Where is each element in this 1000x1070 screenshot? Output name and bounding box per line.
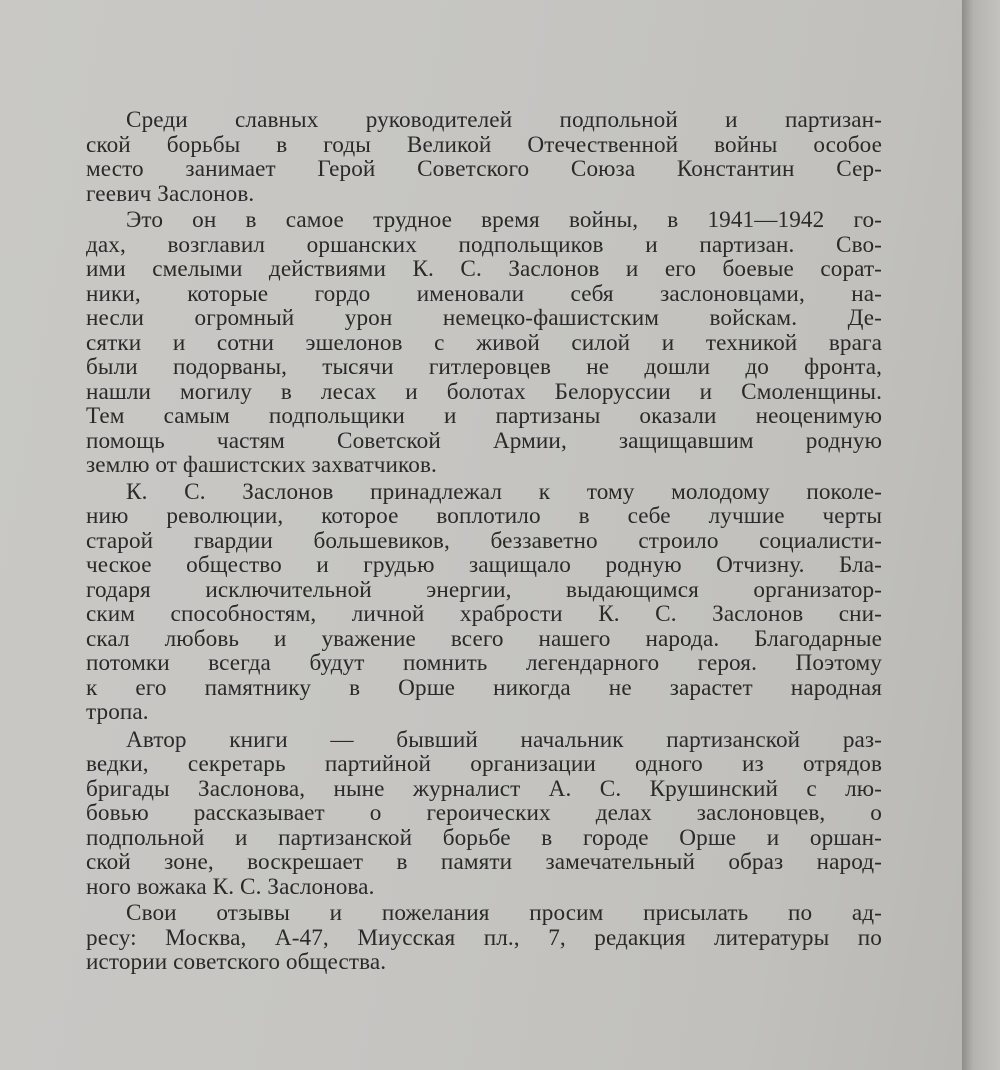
text-line: бовью рассказывает о героических делах заслоновцев, о	[86, 800, 882, 826]
page-edge-shadow	[962, 0, 1000, 1070]
text-line: нашли могилу в лесах и болотах Белоруссии и Смоленщины.	[86, 378, 882, 405]
text-line: старой гвардии большевиков, беззаветно строило социалисти-	[86, 527, 882, 554]
text-line: ческое общество и грудью защищало родную Отчизну. Бла-	[86, 552, 882, 578]
text-line: Свои отзывы и пожелания просим присылать по ад-	[126, 900, 882, 926]
text-line: Тем самым подпольщики и партизаны оказали неоценимую	[86, 403, 882, 429]
text-line: землю от фашистских захватчиков.	[86, 452, 437, 478]
text-line: ской зоне, воскрешает в памяти замечательный образ народ-	[86, 849, 882, 875]
text-line: ведки, секретарь партийной организации одного из отрядов	[86, 751, 882, 777]
text-line: помощь частям Советской Армии, защищавшим родную	[86, 427, 882, 454]
text-line: подпольной и партизанской борьбе в городе Орше и оршан-	[86, 824, 882, 851]
text-line: годаря исключительной энергии, выдающимся организатор-	[86, 576, 882, 603]
paragraph-deeds	[86, 208, 882, 478]
text-line: ресу: Москва, А-47, Миусская пл., 7, редакция литературы по	[86, 924, 882, 951]
text-line: ской борьбы в годы Великой Отечественной войны особое	[86, 131, 882, 158]
text-line: ими смелыми действиями К. С. Заслонов и его боевые сорат-	[86, 256, 882, 282]
text-line: геевич Заслонов.	[86, 180, 255, 207]
text-line: ники, которые гордо именовали себя заслоновцами, на-	[86, 280, 882, 307]
text-line: Автор книги — бывший начальник партизанской раз-	[126, 726, 882, 753]
paragraph-generation	[86, 480, 882, 725]
text-line: дах, возглавил оршанских подпольщиков и партизан. Сво-	[86, 231, 882, 258]
text-line: потомки всегда будут помнить легендарного героя. Поэтому	[86, 650, 882, 676]
paragraph-feedback	[86, 901, 882, 975]
text-line: сятки и сотни эшелонов с живой силой и техникой врага	[86, 329, 882, 356]
text-line: ским способностям, личной храбрости К. С. Заслонов сни-	[86, 601, 882, 627]
paragraph-author	[86, 728, 882, 900]
text-line: К. С. Заслонов принадлежал к тому молодому поколе-	[126, 478, 882, 505]
text-line: место занимает Герой Советского Союза Константин Сер-	[86, 156, 882, 182]
text-line: бригады Заслонова, ныне журналист А. С. Крушинский с лю-	[86, 775, 882, 802]
paragraph-intro	[86, 108, 882, 206]
text-line: тропа.	[86, 699, 149, 725]
text-line: несли огромный урон немецко-фашистским войскам. Де-	[86, 305, 882, 331]
page-text	[86, 108, 882, 975]
text-line: скал любовь и уважение всего нашего народа. Благодарные	[86, 625, 882, 652]
text-line: нию революции, которое воплотило в себе лучшие черты	[86, 503, 882, 529]
text-line: Это он в самое трудное время войны, в 1941—1942 го-	[126, 207, 882, 233]
text-line: к его памятнику в Орше никогда не зарастет народная	[86, 674, 882, 701]
text-line: ного вожака К. С. Заслонова.	[86, 873, 375, 900]
text-line: были подорваны, тысячи гитлеровцев не дошли до фронта,	[86, 354, 882, 380]
text-line: истории советского общества.	[86, 949, 387, 975]
text-line: Среди славных руководителей подпольной и партизан-	[126, 107, 882, 133]
